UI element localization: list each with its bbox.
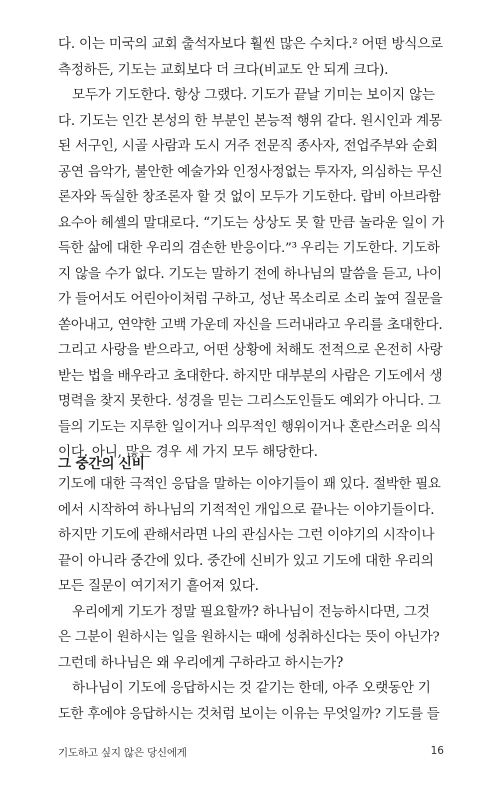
text-line: 기도에 대한 극적인 응답을 말하는 이야기들이 꽤 있다. 절박한 필요 (58, 477, 441, 492)
text-line: 다. 이는 미국의 교회 출석자보다 훨씬 많은 수치다.² 어떤 방식으로 (58, 36, 443, 52)
text-line: 하나님이 기도에 응답하시는 것 같기는 한데, 아주 오랫동안 기 (72, 680, 431, 696)
text-line: 지 않을 수가 없다. 기도는 말하기 전에 하나님의 말씀을 듣고, 나이 (58, 265, 442, 282)
text-line: 우리에게 기도가 정말 필요할까? 하나님이 전능하시다면, 그것 (72, 603, 430, 620)
text-line: 가 들어서도 어린아이처럼 구하고, 성난 목소리로 소리 높여 질문을 (58, 291, 443, 307)
text-line: 하지만 기도에 관해서라면 나의 관심사는 그런 이야기의 시작이나 (58, 527, 435, 543)
text-line: 도한 후에야 응답하시는 것처럼 보이는 이유는 무엇일까? 기도를 들 (58, 706, 440, 722)
page-number: 16 (430, 745, 444, 757)
text-line: 에서 시작하여 하나님의 기적적인 개입으로 끝나는 이야기들이다. (58, 501, 435, 518)
text-line: 론자와 독실한 창조론자 할 것 없이 모두가 기도한다. 랍비 아브라함 (58, 190, 441, 205)
text-line: 명력을 찾지 못한다. 성경을 믿는 그리스도인들도 예외가 아니다. 그 (58, 394, 441, 409)
text-line: 득한 삶에 대한 우리의 겸손한 반응이다.”³ 우리는 기도한다. 기도하 (58, 241, 440, 256)
text-line: 모든 질문이 여기저기 흩어져 있다. (58, 578, 259, 594)
text-line: 측정하든, 기도는 교회보다 더 크다(비교도 안 되게 크다). (58, 61, 389, 78)
text-line: 다. 기도는 인간 본성의 한 부분인 본능적 행위 같다. 원시인과 계몽 (58, 112, 442, 129)
text-line: 쏟아내고, 연약한 고백 가운데 자신을 드러내라고 우리를 초대한다. (58, 316, 443, 333)
text-line: 받는 법을 배우라고 초대한다. 하지만 대부분의 사람은 기도에서 생 (58, 367, 443, 384)
text-line: 그런데 하나님은 왜 우리에게 구하라고 하시는가? (58, 654, 344, 671)
text-line: 들의 기도는 지루한 일이거나 의무적인 행위이거나 혼란스러운 의식 (58, 419, 442, 435)
text-line: 공연 음악가, 불안한 예술가와 인정사정없는 투자자, 의심하는 무신 (58, 163, 443, 180)
text-line: 된 서구인, 시골 사람과 도시 거주 전문직 종사자, 전업주부와 순회 (58, 138, 438, 154)
text-line: 그리고 사랑을 받으라고, 어떤 상황에 처해도 전적으로 온전히 사랑 (58, 342, 443, 358)
body-text-block-2 (58, 472, 444, 727)
text-line: 은 그분이 원하시는 일을 원하시는 때에 성취하신다는 뜻이 아닌가? (58, 630, 440, 645)
text-line: 요수아 헤셸의 말대로다. “기도는 상상도 못 할 만큼 놀라운 일이 가 (58, 214, 444, 231)
text-line: 이다. 아니, 많은 경우 세 가지 모두 해당한다. (58, 444, 318, 460)
body-text-block-1 (58, 32, 444, 466)
text-line: 모두가 기도한다. 항상 그랬다. 기도가 끝날 기미는 보이지 않는 (72, 87, 435, 103)
text-line: 끝이 아니라 중간에 있다. 중간에 신비가 있고 기도에 대한 우리의 (58, 552, 434, 569)
section-heading: 그 중간의 신비 (58, 456, 145, 472)
footer-book-title: 기도하고 싶지 않은 당신에게 (58, 747, 187, 759)
